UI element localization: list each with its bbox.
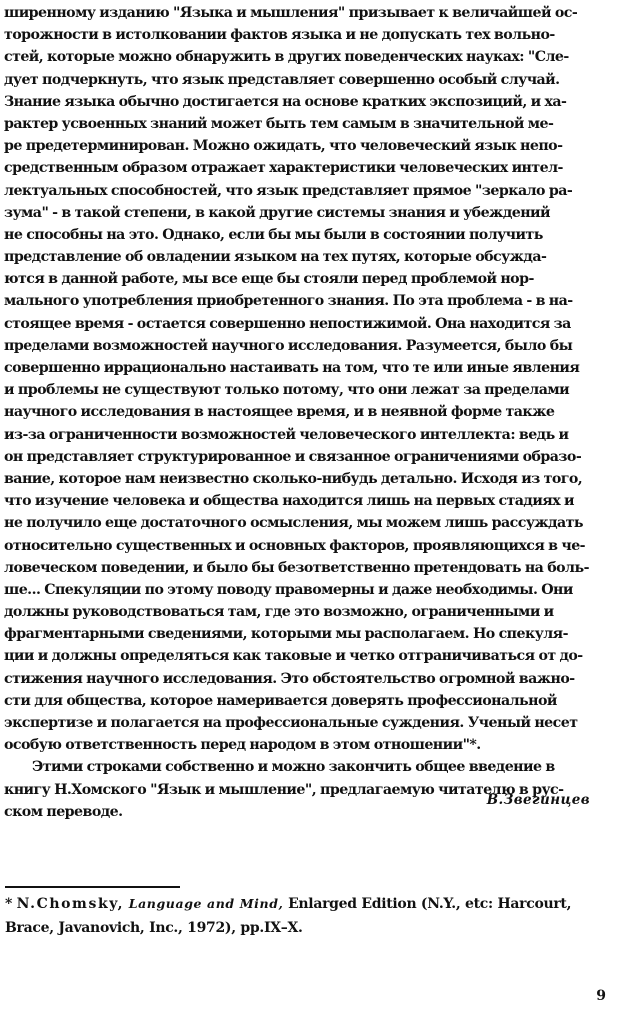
paragraph-start-line: Этими строками собственно и можно закончить общее введение в (32, 759, 555, 776)
text-line: вание, которое нам неизвестно сколько-нибудь детально. Исходя из того, (4, 470, 583, 487)
text-line: лектуальных способностей, что язык представляет прямое "зеркало ра- (4, 182, 573, 199)
text-line: должны руководствоваться там, где это возможно, ограниченными и (4, 604, 554, 621)
text-line: ском переводе. (4, 803, 123, 820)
text-line: рактер усвоенных знаний может быть тем самым в значительной ме- (4, 115, 554, 132)
author-signature: В.Звегинцев (486, 792, 590, 808)
text-line: стоящее время - остается совершенно непостижимой. Она находится за (4, 315, 571, 332)
text-line: и проблемы не существуют только потому, что они лежат за пределами (4, 382, 570, 399)
text-line: особую ответственность перед народом в этом отношении"*. (4, 737, 481, 754)
text-line: из-за ограниченности возможностей человеческого интеллекта: ведь и (4, 426, 569, 443)
main-text (4, 2, 612, 823)
text-line: ре предетерминирован. Можно ожидать, что человеческий язык непо- (4, 138, 563, 155)
text-line: Знание языка обычно достигается на основе кратких экспозиций, и ха- (4, 93, 567, 110)
text-line: книгу Н.Хомского "Язык и мышление", предлагаемую читателю в рус- (4, 781, 564, 798)
text-line: экспертизе и полагается на профессиональные суждения. Ученый несет (4, 715, 578, 731)
text-line: средственным образом отражает характеристики человеческих интел- (4, 160, 563, 177)
text-line: мального употребления приобретенного знания. По эта проблема - в на- (4, 293, 573, 310)
footnote-marker: * (5, 896, 13, 912)
text-line: представление об овладении языком на тех путях, которые обсужда- (4, 249, 547, 266)
text-line: дует подчеркнуть, что язык представляет совершенно особый случай. (4, 71, 560, 88)
text-line: ции и должны определяться как таковые и четко отграничиваться от до- (4, 648, 583, 665)
footnote-author: N.Chomsky, (16, 896, 125, 912)
text-line: он представляет структурированное и связанное ограничениями образо- (4, 448, 582, 465)
footnote-line-2: Brace, Javanovich, Inc., 1972), pp.IX–X. (5, 920, 303, 936)
text-line: торожности в истолковании фактов языка и не допускать тех вольно- (4, 27, 555, 44)
text-line: стижения научного исследования. Это обстоятельство огромной важно- (4, 670, 575, 687)
text-line: совершенно иррационально настаивать на том, что те или иные явления (4, 360, 580, 376)
text-line: что изучение человека и общества находится лишь на первых стадиях и (4, 493, 574, 510)
text-line: не способны на это. Однако, если бы мы были в состоянии получить (4, 226, 543, 243)
text-line: ловеческом поведении, и было бы безответственно претендовать на боль- (4, 559, 589, 576)
footnote-line-1 (5, 892, 615, 916)
footnote-publication: Enlarged Edition (N.Y., etc: Harcourt, (288, 896, 572, 912)
text-line: ются в данной работе, мы все еще бы стояли перед проблемой нор- (4, 271, 534, 288)
footnote-divider (5, 886, 180, 888)
text-line: пределами возможностей научного исследования. Разумеется, было бы (4, 337, 573, 354)
text-line: сти для общества, которое намеривается доверять профессиональной (4, 692, 557, 709)
text-line: не получило еще достаточного осмысления, мы можем лишь рассуждать (4, 515, 583, 532)
text-line: фрагментарными сведениями, которыми мы располагаем. Но спекуля- (4, 626, 568, 643)
text-line: научного исследования в настоящее время, и в неявной форме также (4, 404, 555, 421)
page-number: 9 (596, 988, 606, 1004)
text-line: относительно существенных и основных факторов, проявляющихся в че- (4, 537, 586, 554)
text-line: ше... Спекуляции по этому поводу правомерны и даже необходимы. Они (4, 581, 573, 598)
footnote-title: Language and Mind, (128, 896, 284, 911)
text-line: зума" - в такой степени, в какой другие системы знания и убеждений (4, 204, 550, 221)
text-line: стей, которые можно обнаружить в других поведенческих науках: "Сле- (4, 49, 569, 66)
footnote (5, 892, 615, 940)
text-line: ширенному изданию "Языка и мышления" призывает к величайшей ос- (4, 5, 578, 21)
